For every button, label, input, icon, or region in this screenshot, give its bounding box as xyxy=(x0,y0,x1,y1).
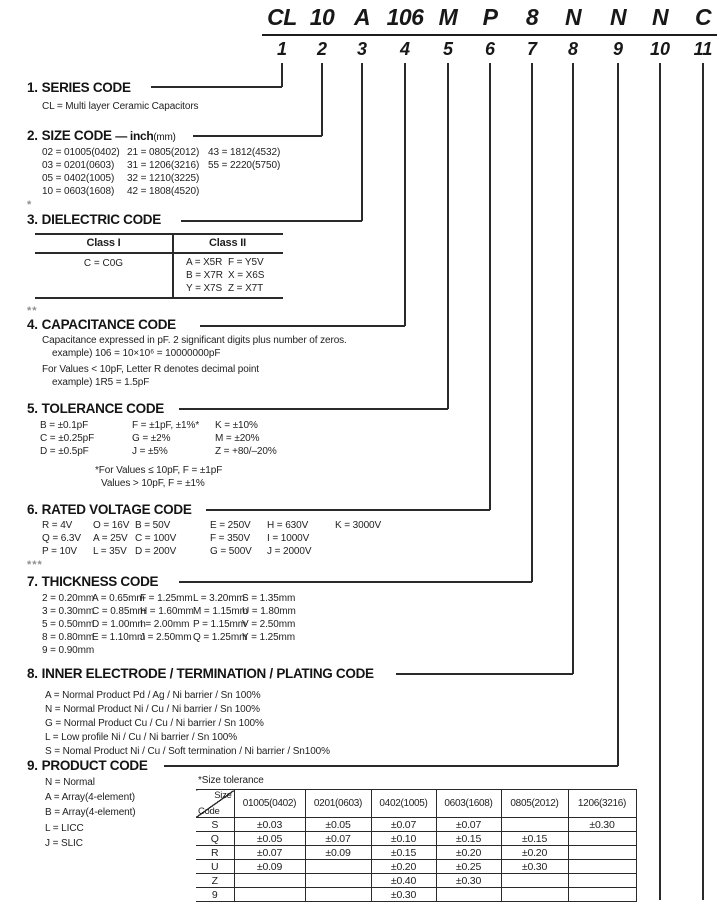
section-tolerance-header: 5. TOLERANCE CODE xyxy=(27,401,164,416)
tolerance-value xyxy=(568,846,636,860)
size-column-header: 0603(1608) xyxy=(436,790,501,818)
tolerance-value: ±0.09 xyxy=(234,860,305,874)
tolerance-value: ±0.10 xyxy=(371,832,436,846)
size-code-list xyxy=(42,146,303,198)
product-code-item: L = LICC xyxy=(45,822,84,834)
electrode-line: N = Normal Product Ni / Cu / Ni barrier / Sn 100% xyxy=(45,704,260,715)
position-digit-6: 6 xyxy=(484,39,495,59)
size-column-header: 0201(0603) xyxy=(305,790,371,818)
tolerance-value: ±0.20 xyxy=(501,846,568,860)
tolerance-value xyxy=(568,874,636,888)
tolerance-row-code: R xyxy=(196,846,234,860)
size-tolerance-row xyxy=(196,818,636,832)
part-segment-voltage: P xyxy=(482,4,498,30)
position-digit-11: 11 xyxy=(693,39,713,59)
position-digit-5: 5 xyxy=(442,39,453,59)
tolerance-row: B = ±0.1pF F = ±1pF, ±1%* K = ±10% xyxy=(40,420,258,431)
position-digit-10: 10 xyxy=(649,39,671,59)
section-series-header: 1. SERIES CODE xyxy=(27,80,131,95)
leader-vertical-2 xyxy=(321,63,323,136)
position-digit-9: 9 xyxy=(612,39,623,59)
part-number-underline xyxy=(262,34,717,36)
position-digit-3: 3 xyxy=(356,39,367,59)
section-product-header: 9. PRODUCT CODE xyxy=(27,758,148,773)
leader-horizontal-4 xyxy=(200,325,405,327)
tolerance-value xyxy=(501,818,568,832)
tolerance-row-code: Z xyxy=(196,874,234,888)
tolerance-value: ±0.03 xyxy=(234,818,305,832)
size-code-corner-cell xyxy=(196,790,234,818)
tolerance-value: ±0.20 xyxy=(371,860,436,874)
part-segment-10: N xyxy=(651,4,669,30)
tolerance-value xyxy=(305,888,371,902)
tolerance-value xyxy=(305,860,371,874)
leader-vertical-3 xyxy=(361,63,363,221)
size-column-header: 1206(3216) xyxy=(568,790,636,818)
size-tolerance-row xyxy=(196,888,636,902)
series-code-lines xyxy=(42,100,198,113)
tolerance-footnote: Values > 10pF, F = ±1% xyxy=(101,478,205,489)
capacitance-star-marker: ** xyxy=(27,305,38,317)
tolerance-row: D = ±0.5pF J = ±5% Z = +80/–20% xyxy=(40,446,277,457)
leader-horizontal-1 xyxy=(151,86,282,88)
tolerance-row-code: 9 xyxy=(196,888,234,902)
leader-vertical-11 xyxy=(702,63,704,900)
part-segment-11: C xyxy=(694,4,712,30)
tolerance-footnotes xyxy=(95,464,222,490)
size-code-row: 03 = 0201(0603) 31 = 1206(3216) 55 = 2220(5750) xyxy=(42,160,281,171)
leader-vertical-5 xyxy=(447,63,449,409)
position-digit-7: 7 xyxy=(526,39,537,59)
part-segment-series: CL xyxy=(267,4,297,30)
dielectric-class2-header: Class II xyxy=(209,237,246,249)
size-tolerance-row xyxy=(196,874,636,888)
tolerance-value: ±0.30 xyxy=(371,888,436,902)
capacitance-line: Capacitance expressed in pF. 2 significant digits plus number of zeros. xyxy=(42,335,347,346)
part-segment-dielectric: A xyxy=(353,4,371,30)
tolerance-value: ±0.25 xyxy=(436,860,501,874)
part-segment-size: 10 xyxy=(309,4,335,30)
part-segment-electrode: N xyxy=(564,4,582,30)
tolerance-value xyxy=(568,860,636,874)
part-segment-product: N xyxy=(609,4,627,30)
leader-vertical-4 xyxy=(404,63,406,326)
tolerance-value: ±0.30 xyxy=(436,874,501,888)
tolerance-row-code: Q xyxy=(196,832,234,846)
tolerance-value xyxy=(234,874,305,888)
dielectric-class2-row: Y = X7S Z = X7T xyxy=(186,283,264,294)
part-segment-capacitance: 106 xyxy=(386,4,424,30)
electrode-line: S = Nomal Product Ni / Cu / Soft termination / Ni barrier / Sn100% xyxy=(45,746,330,757)
leader-horizontal-5 xyxy=(179,408,448,410)
tolerance-value: ±0.40 xyxy=(371,874,436,888)
tolerance-value: ±0.05 xyxy=(305,818,371,832)
product-code-item: A = Array(4-element) xyxy=(45,792,135,804)
thickness-row: 8 = 0.80mmE = 1.10mmJ = 2.50mmQ = 1.25mmY = 1.25mm xyxy=(42,632,296,643)
size-tolerance-row xyxy=(196,846,636,860)
tolerance-footnote: *For Values ≤ 10pF, F = ±1pF xyxy=(95,465,223,476)
leader-horizontal-7 xyxy=(179,581,532,583)
tolerance-value xyxy=(234,888,305,902)
tolerance-value: ±0.20 xyxy=(436,846,501,860)
part-segment-thickness: 8 xyxy=(525,4,539,30)
leader-horizontal-2 xyxy=(193,135,322,137)
tolerance-value: ±0.15 xyxy=(371,846,436,860)
position-digit-1: 1 xyxy=(276,39,287,59)
dielectric-star-marker: * xyxy=(27,199,33,211)
leader-horizontal-9 xyxy=(164,765,618,767)
electrode-line: G = Normal Product Cu / Cu / Ni barrier / Sn 100% xyxy=(45,718,264,729)
dielectric-class2-row: A = X5R F = Y5V xyxy=(186,257,264,268)
product-code-item: J = SLIC xyxy=(45,837,83,849)
corner-size-label: Size xyxy=(214,790,232,801)
leader-vertical-10 xyxy=(659,63,661,900)
electrode-line: L = Low profile Ni / Cu / Ni barrier / Sn 100% xyxy=(45,732,238,743)
leader-vertical-9 xyxy=(617,63,619,766)
tolerance-value xyxy=(568,888,636,902)
size-column-header: 01005(0402) xyxy=(234,790,305,818)
tolerance-value xyxy=(568,832,636,846)
electrode-code-list xyxy=(45,689,330,759)
tolerance-value: ±0.09 xyxy=(305,846,371,860)
capacitance-line: example) 106 = 10×10⁶ = 10000000pF xyxy=(52,348,221,359)
electrode-line: A = Normal Product Pd / Ag / Ni barrier / Sn 100% xyxy=(45,690,261,701)
thickness-row: 2 = 0.20mmA = 0.65mmF = 1.25mmL = 3.20mmS = 1.35mm xyxy=(42,593,296,604)
size-tolerance-table xyxy=(196,789,637,902)
dielectric-class2-row: B = X7R X = X6S xyxy=(186,270,265,281)
tolerance-row-code: U xyxy=(196,860,234,874)
size-column-header: 0402(1005) xyxy=(371,790,436,818)
tolerance-row-code: S xyxy=(196,818,234,832)
position-digit-4: 4 xyxy=(399,39,410,59)
corner-code-label: Code xyxy=(198,806,220,817)
voltage-row: Q = 6.3V A = 25V C = 100V F = 350V I = 1000V xyxy=(42,533,310,544)
size-unit-label: — inch xyxy=(115,129,154,143)
section-capacitance-header: 4. CAPACITANCE CODE xyxy=(27,317,176,332)
size-tolerance-body xyxy=(196,818,636,902)
tolerance-value xyxy=(305,874,371,888)
dielectric-table-top-rule xyxy=(35,233,283,235)
leader-vertical-8 xyxy=(572,63,574,674)
size-tolerance-table-wrap xyxy=(196,789,637,902)
leader-vertical-6 xyxy=(489,63,491,510)
thickness-row: 5 = 0.50mmD = 1.00mmI = 2.00mm P = 1.15mmV = 2.50mm xyxy=(42,619,296,630)
dielectric-class2-list xyxy=(186,256,278,295)
voltage-code-list xyxy=(42,519,415,558)
size-code-row: 02 = 01005(0402) 21 = 0805(2012) 43 = 1812(4532) xyxy=(42,147,281,158)
voltage-row: R = 4V O = 16V B = 50V E = 250V H = 630V K = 3000V xyxy=(42,520,382,531)
tolerance-value: ±0.07 xyxy=(371,818,436,832)
dielectric-table-header-rule xyxy=(35,252,283,254)
capacitance-line: example) 1R5 = 1.5pF xyxy=(52,377,150,388)
product-code-item: B = Array(4-element) xyxy=(45,807,136,819)
tolerance-value xyxy=(501,874,568,888)
size-code-row: 05 = 0402(1005) 32 = 1210(3225) xyxy=(42,173,200,184)
tolerance-value xyxy=(436,888,501,902)
part-segment-tolerance: M xyxy=(438,4,458,30)
tolerance-value xyxy=(501,888,568,902)
thickness-row: 3 = 0.30mmC = 0.85mmH = 1.60mmM = 1.15mmU = 1.80mm xyxy=(42,606,296,617)
size-tolerance-row xyxy=(196,832,636,846)
tolerance-value: ±0.07 xyxy=(305,832,371,846)
section-dielectric-header: 3. DIELECTRIC CODE xyxy=(27,212,161,227)
product-code-item: N = Normal xyxy=(45,777,95,788)
leader-horizontal-6 xyxy=(206,509,490,511)
size-code-row: 10 = 0603(1608) 42 = 1808(4520) xyxy=(42,186,200,197)
leader-horizontal-8 xyxy=(396,673,573,675)
tolerance-value: ±0.07 xyxy=(234,846,305,860)
voltage-row: P = 10V L = 35V D = 200V G = 500V J = 2000V xyxy=(42,546,312,557)
tolerance-value: ±0.30 xyxy=(501,860,568,874)
capacitance-line: For Values < 10pF, Letter R denotes decimal point xyxy=(42,364,259,375)
tolerance-value: ±0.15 xyxy=(436,832,501,846)
series-code-line: CL = Multi layer Ceramic Capacitors xyxy=(42,101,199,112)
tolerance-value: ±0.05 xyxy=(234,832,305,846)
dielectric-class1-value: C = C0G xyxy=(83,258,124,269)
thickness-row: 9 = 0.90mm xyxy=(42,645,95,656)
position-digit-8: 8 xyxy=(567,39,578,59)
leader-vertical-1 xyxy=(281,63,283,87)
thickness-star-marker: *** xyxy=(27,559,43,571)
section-electrode-header: 8. INNER ELECTRODE / TERMINATION / PLATING CODE xyxy=(27,666,374,681)
product-code-list xyxy=(45,775,136,851)
size-column-header: 0805(2012) xyxy=(501,790,568,818)
tolerance-code-list xyxy=(40,419,315,458)
section-size-header: 2. SIZE CODE — inch(mm) xyxy=(27,128,176,143)
size-tolerance-header-row xyxy=(196,790,636,818)
dielectric-table-bottom-rule xyxy=(35,297,283,299)
tolerance-value: ±0.30 xyxy=(568,818,636,832)
tolerance-value: ±0.15 xyxy=(501,832,568,846)
section-voltage-header: 6. RATED VOLTAGE CODE xyxy=(27,502,192,517)
size-tolerance-title: *Size tolerance xyxy=(198,775,264,786)
thickness-code-list xyxy=(42,592,312,657)
leader-horizontal-3 xyxy=(181,220,362,222)
leader-vertical-7 xyxy=(531,63,533,582)
dielectric-class1-header: Class I xyxy=(86,237,121,249)
size-tolerance-row xyxy=(196,860,636,874)
tolerance-value: ±0.07 xyxy=(436,818,501,832)
capacitance-description xyxy=(42,334,347,389)
tolerance-row: C = ±0.25pF G = ±2% M = ±20% xyxy=(40,433,260,444)
position-digit-2: 2 xyxy=(316,39,327,59)
section-thickness-header: 7. THICKNESS CODE xyxy=(27,574,159,589)
